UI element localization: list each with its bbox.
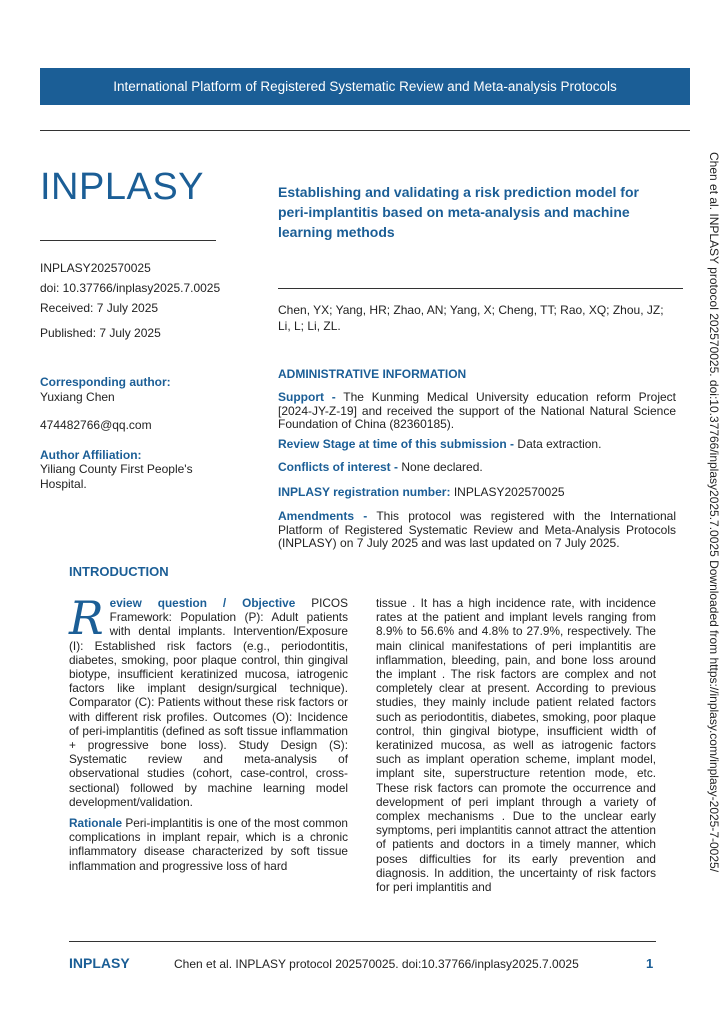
support-label: Support - xyxy=(278,390,336,404)
admin-amendments xyxy=(278,510,676,551)
support-text: The Kunming Medical University education reform Project [2024-JY-Z-19] and received the support of the National Natural Science Foundation of China (82360185). xyxy=(278,390,676,431)
affiliation-text: Yiliang County First People's Hospital. xyxy=(40,462,193,491)
footer-citation: Chen et al. INPLASY protocol 202570025. doi:10.37766/inplasy2025.7.0025 xyxy=(174,957,579,971)
conflicts-label: Conflicts of interest - xyxy=(278,460,399,474)
stage-label: Review Stage at time of this submission - xyxy=(278,437,515,451)
footer-rule xyxy=(69,941,656,942)
intro-column-left xyxy=(69,591,348,873)
title-rule xyxy=(278,288,683,289)
header-banner: International Platform of Registered Systematic Review and Meta-analysis Protocols xyxy=(40,68,690,105)
review-question-label: eview question / Objective xyxy=(109,596,296,610)
received-date: Received: 7 July 2025 xyxy=(40,301,159,315)
rationale-paragraph xyxy=(69,816,348,873)
admin-heading: ADMINISTRATIVE INFORMATION xyxy=(278,367,467,381)
rationale-label: Rationale xyxy=(69,816,123,831)
registration-number: INPLASY202570025 xyxy=(450,485,565,499)
dropcap-letter: R xyxy=(69,591,104,645)
review-question-text: PICOS Framework: Population (P): Adult patients with dental implants. Intervention/Exposure (I): Established risk factors (e.g., periodontitis, diabetes, smoking, poor plaque control, thin gingival biotype, insufficient keratinized mucosa, iatrogenic factors like implant design/surgical technique). Comparator (C): Patients without these risk factors or with different risk profiles. Outcomes (O): Incidence of peri-implantitis (defined as soft tissue inflammation + progressive bone loss). Study Design (S): Systematic review and meta-analysis of observational studies (cohort, case-control, cross-sectional) followed by machine learning model development/validation. xyxy=(69,596,348,809)
brand-logo: INPLASY xyxy=(40,166,205,208)
author-list: Chen, YX; Yang, HR; Zhao, AN; Yang, X; Cheng, TT; Rao, XQ; Zhou, JZ; Li, L; Li, ZL. xyxy=(278,303,664,333)
introduction-heading: INTRODUCTION xyxy=(69,564,169,579)
stage-text: Data extraction. xyxy=(514,437,602,451)
inplasy-id: INPLASY202570025 xyxy=(40,261,151,275)
admin-conflicts xyxy=(278,461,676,475)
amendments-label: Amendments - xyxy=(278,509,368,523)
admin-support xyxy=(278,391,676,432)
sidebar-citation: Chen et al. INPLASY protocol 202570025. doi:10.37766/inplasy2025.7.0025 Downloaded from https://inplasy.com/inplasy-2025-7-0025/ xyxy=(707,152,721,873)
conflicts-text: None declared. xyxy=(398,460,483,474)
author-email[interactable]: 474482766@qq.com xyxy=(40,418,152,432)
admin-registration xyxy=(278,486,676,500)
review-question-paragraph xyxy=(69,591,348,809)
paper-title: Establishing and validating a risk prediction model for peri-implantitis based on meta-analysis and machine learning methods xyxy=(278,184,639,240)
corresponding-author-label: Corresponding author: xyxy=(40,375,171,389)
footer-brand: INPLASY xyxy=(69,955,130,971)
brand-rule xyxy=(40,240,216,241)
published-date: Published: 7 July 2025 xyxy=(40,326,161,340)
registration-label: INPLASY registration number: xyxy=(278,485,451,499)
affiliation-label: Author Affiliation: xyxy=(40,448,142,462)
header-rule xyxy=(40,130,690,131)
intro-column-right: tissue . It has a high incidence rate, with incidence rates at the patient and implant levels ranging from 8.9% to 56.6% and 4.8% to 27.9%, respectively. The main clinical manifestations of peri implantitis are inflammation, bleeding, pain, and bone loss around the implant . The risk factors are complex and not completely clear at present. According to previous studies, they mainly include patient related factors such as periodontitis, diabetes, smoking, poor plaque control, thin gingival biotype, insufficient width of keratinized mucosa, as well as iatrogenic factors such as implant operation scheme, implant model, implant site, superstructure retention mode, etc. These risk factors can promote the occurrence and development of peri implant through a variety of complex mechanisms . Due to the unclear early symptoms, peri implantitis cannot attract the attention of patients and doctors in a timely manner, which poses difficulties for its early prevention and diagnosis. In addition, the uncertainty of risk factors for peri implantitis and xyxy=(376,596,656,895)
rationale-text: Peri-implantitis is one of the most common complications in implant repair, which is a chronic inflammatory disease characterized by soft tissue inflammation and progressive loss of hard xyxy=(69,816,348,873)
corresponding-author-name: Yuxiang Chen xyxy=(40,390,115,404)
page-number: 1 xyxy=(646,956,654,971)
admin-stage xyxy=(278,438,676,452)
amendments-text: This protocol was registered with the International Platform of Registered Systematic Review and Meta-Analysis Protocols (INPLASY) on 7 July 2025 and was last updated on 7 July 2025. xyxy=(278,509,676,550)
doi-text[interactable]: doi: 10.37766/inplasy2025.7.0025 xyxy=(40,281,221,295)
